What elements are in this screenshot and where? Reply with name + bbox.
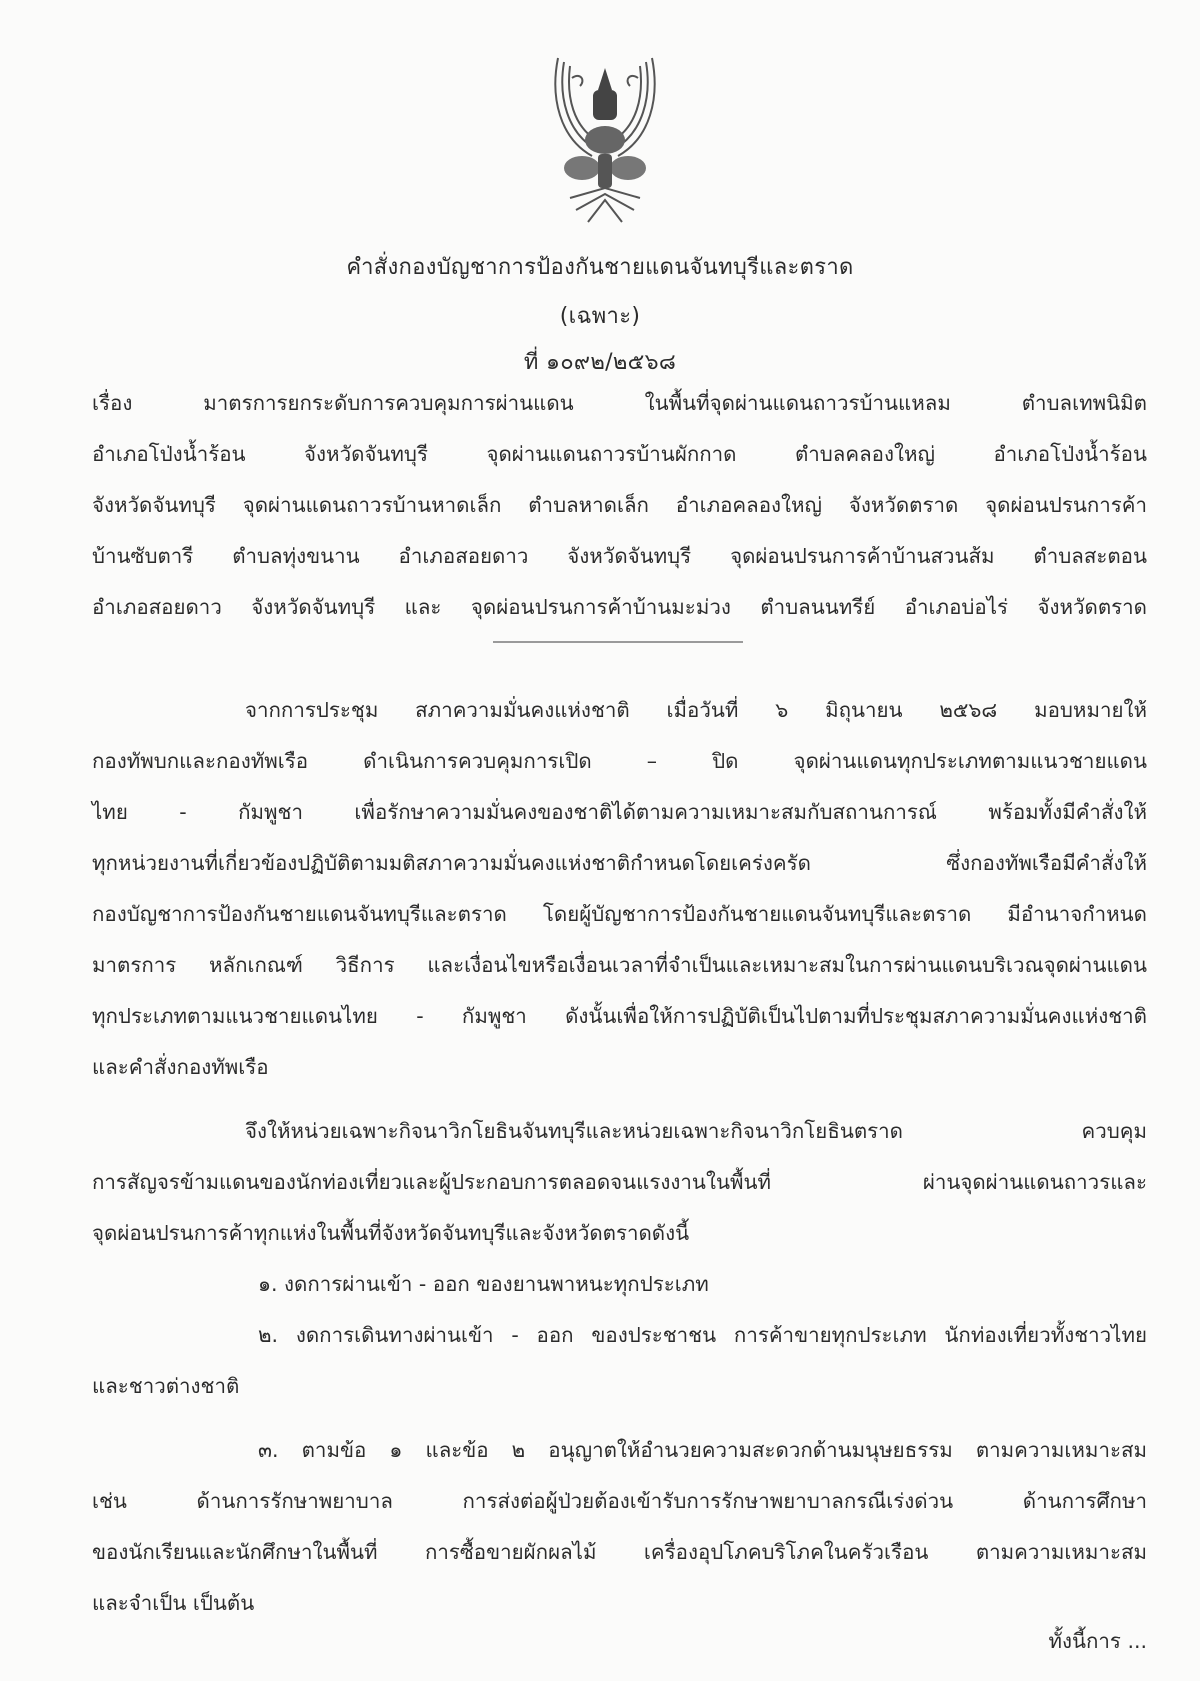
list-item-3-cont: และจำเป็น เป็นต้น [92, 1591, 255, 1615]
paragraph-line: จากการประชุม สภาความมั่นคงแห่งชาติ เมื่อวันที่ ๖ มิถุนายน ๒๕๖๘ มอบหมายให้ [245, 698, 1147, 722]
paragraph-line: ทุกหน่วยงานที่เกี่ยวข้องปฏิบัติตามมติสภาความมั่นคงแห่งชาติกำหนดโดยเคร่งครัด ซึ่งกองทัพเรือมีคำสั่งให้ [92, 851, 1147, 875]
divider-line [493, 641, 743, 643]
paragraph-line: การสัญจรข้ามแดนของนักท่องเที่ยวและผู้ประกอบการตลอดจนแรงงานในพื้นที่ ผ่านจุดผ่านแดนถาวรและ [92, 1170, 1147, 1194]
continuation-marker: ทั้งนี้การ ... [1048, 1629, 1147, 1653]
garuda-emblem-icon [530, 28, 680, 228]
paragraph-line: มาตรการ หลักเกณฑ์ วิธีการ และเงื่อนไขหรือเงื่อนเวลาที่จำเป็นและเหมาะสมในการผ่านแดนบริเวณจุดผ่านแดน [92, 953, 1147, 977]
list-item-2: ๒. งดการเดินทางผ่านเข้า - ออก ของประชาชน การค้าขายทุกประเภท นักท่องเที่ยวทั้งชาวไทย [258, 1323, 1147, 1347]
subject-line: อำเภอโป่งน้ำร้อน จังหวัดจันทบุรี จุดผ่านแดนถาวรบ้านผักกาด ตำบลคลองใหญ่ อำเภอโป่งน้ำร้อน [92, 442, 1147, 466]
paragraph-line: จึงให้หน่วยเฉพาะกิจนาวิกโยธินจันทบุรีและหน่วยเฉพาะกิจนาวิกโยธินตราด ควบคุม [245, 1119, 1147, 1143]
paragraph-line: ไทย - กัมพูชา เพื่อรักษาความมั่นคงของชาติได้ตามความเหมาะสมกับสถานการณ์ พร้อมทั้งมีคำสั่งให้ [92, 800, 1147, 824]
order-number: ที่ ๑๐๙๒/๒๕๖๘ [523, 350, 677, 375]
list-item-2-cont: และชาวต่างชาติ [92, 1374, 240, 1398]
list-item-3-cont: ของนักเรียนและนักศึกษาในพื้นที่ การซื้อขายผักผลไม้ เครื่องอุปโภคบริโภคในครัวเรือน ตามความเหมาะสม [92, 1540, 1147, 1564]
list-item-1: ๑. งดการผ่านเข้า - ออก ของยานพาหนะทุกประเภท [258, 1272, 709, 1296]
paragraph-line: กองทัพบกและกองทัพเรือ ดำเนินการควบคุมการเปิด – ปิด จุดผ่านแดนทุกประเภทตามแนวชายแดน [92, 749, 1147, 773]
paragraph-line: ทุกประเภทตามแนวชายแดนไทย - กัมพูชา ดังนั้นเพื่อให้การปฏิบัติเป็นไปตามที่ประชุมสภาความมั่นคงแห่งชาติ [92, 1004, 1147, 1028]
subject-line: จังหวัดจันทบุรี จุดผ่านแดนถาวรบ้านหาดเล็ก ตำบลหาดเล็ก อำเภอคลองใหญ่ จังหวัดตราด จุดผ่อนปรนการค้า [92, 493, 1147, 517]
paragraph-line: กองบัญชาการป้องกันชายแดนจันทบุรีและตราด โดยผู้บัญชาการป้องกันชายแดนจันทบุรีและตราด มีอำนาจกำหนด [92, 902, 1147, 926]
subject-line: บ้านซับตารี ตำบลทุ่งขนาน อำเภอสอยดาว จังหวัดจันทบุรี จุดผ่อนปรนการค้าบ้านสวนส้ม ตำบลสะตอน [92, 544, 1147, 568]
classification-label: (เฉพาะ) [559, 304, 641, 329]
subject-line: อำเภอสอยดาว จังหวัดจันทบุรี และ จุดผ่อนปรนการค้าบ้านมะม่วง ตำบลนนทรีย์ อำเภอบ่อไร่ จังหวัดตราด [92, 595, 1147, 619]
list-item-3-cont: เช่น ด้านการรักษาพยาบาล การส่งต่อผู้ป่วยต้องเข้ารับการรักษาพยาบาลกรณีเร่งด่วน ด้านการศึกษา [92, 1489, 1147, 1513]
paragraph-line: และคำสั่งกองทัพเรือ [92, 1055, 269, 1079]
subject-line: เรื่อง มาตรการยกระดับการควบคุมการผ่านแดน ในพื้นที่จุดผ่านแดนถาวรบ้านแหลม ตำบลเทพนิมิต [92, 391, 1147, 415]
list-item-3: ๓. ตามข้อ ๑ และข้อ ๒ อนุญาตให้อำนวยความสะดวกด้านมนุษยธรรม ตามความเหมาะสม [258, 1438, 1147, 1462]
paragraph-line: จุดผ่อนปรนการค้าทุกแห่งในพื้นที่จังหวัดจันทบุรีและจังหวัดตราดดังนี้ [92, 1221, 690, 1245]
document-title: คำสั่งกองบัญชาการป้องกันชายแดนจันทบุรีและตราด [346, 255, 854, 280]
